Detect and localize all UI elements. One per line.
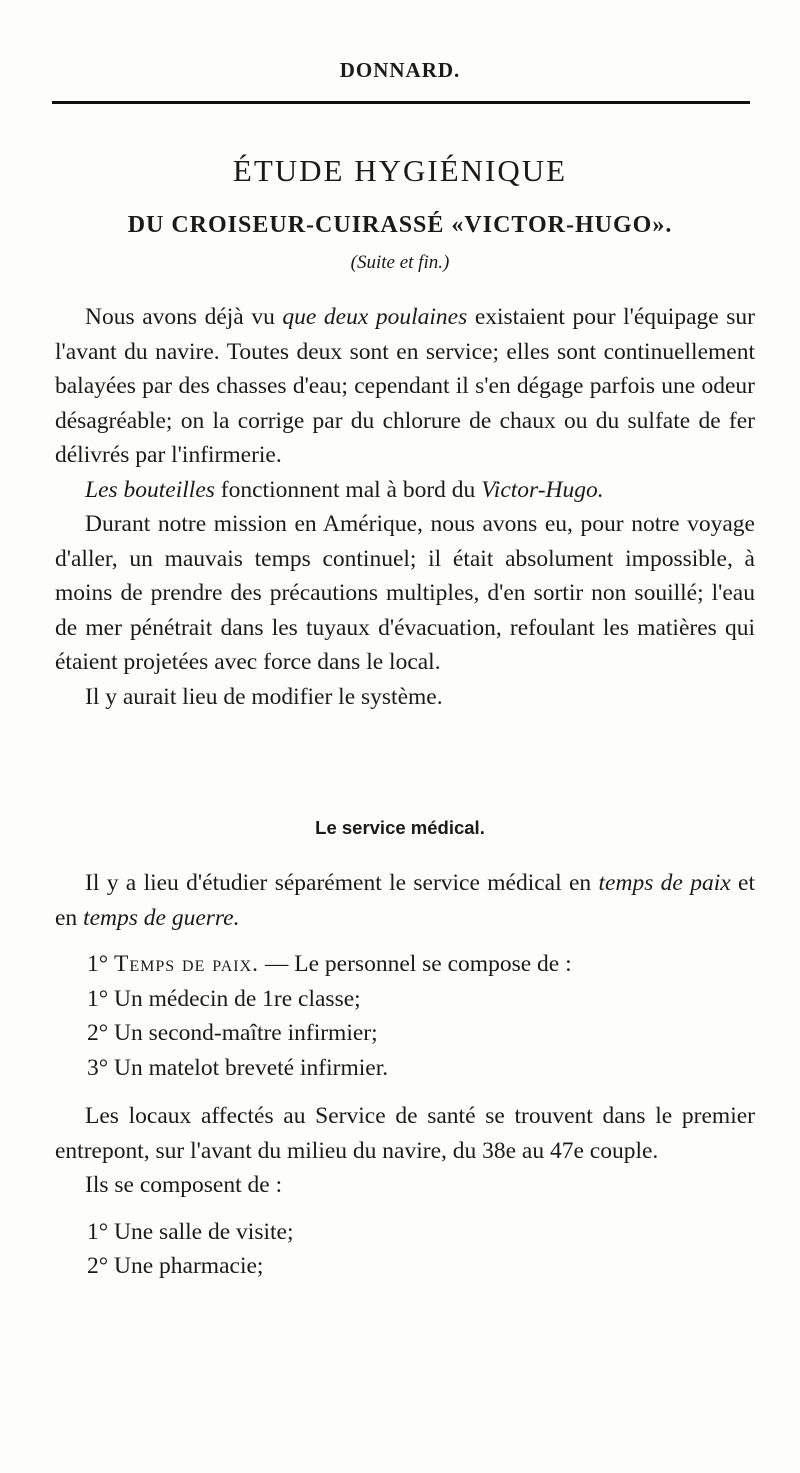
list-item-temps-de-paix [55, 947, 755, 982]
spacer [55, 1203, 755, 1215]
text-run: Il y a lieu d'étudier séparément le service médical en [85, 870, 599, 896]
running-head: DONNARD. [339, 58, 461, 82]
spacer [55, 1085, 755, 1099]
text-run: existaient pour l'équipage sur l'avant du navire. Toutes deux sont en service; elles sont continuellement balayées par des chasses d'eau; cependant il s'en dégage parfois une odeur désagréable; on la corrige par du chlorure de chaux ou du sulfate de fer délivrés par l'infirmerie. [55, 304, 755, 468]
list-item-second-maitre: 2° Un second-maître infirmier; [87, 1020, 378, 1046]
text-run: Nous avons déjà vu [85, 304, 283, 330]
header-rule [52, 101, 750, 104]
emphasis-run: temps de guerre. [83, 904, 240, 931]
body-block-1 [55, 300, 755, 714]
smallcaps-run: Temps de paix. [114, 951, 260, 977]
continuation-note: (Suite et fin.) [350, 252, 450, 273]
paragraph-systeme: Il y aurait lieu de modifier le système. [85, 683, 443, 710]
emphasis-run: que deux poulaines [282, 304, 468, 330]
emphasis-run: temps de paix [598, 870, 731, 896]
emphasis-run: Les bouteilles [85, 476, 215, 503]
section-heading: Le service médical. [315, 817, 485, 838]
list-item-pharmacie: 2° Une pharmacie; [87, 1253, 264, 1279]
paragraph-bouteilles [55, 473, 755, 508]
list-item-matelot: 3° Un matelot breveté infirmier. [87, 1054, 389, 1081]
body-block-2 [55, 866, 755, 1284]
text-run: — Le personnel se compose de : [259, 951, 572, 977]
article-title: ÉTUDE HYGIÉNIQUE [232, 153, 568, 188]
text-run: et en [55, 870, 755, 931]
list-number: 1° [87, 951, 109, 977]
text-run: fonctionnent mal à bord du [214, 476, 482, 503]
paragraph-composent: Ils se composent de : [85, 1172, 283, 1198]
paragraph-locaux: Les locaux affectés au Service de santé se trouvent dans le premier entrepont, sur l'avant du milieu du navire, du 38e au 47e couple. [55, 1103, 755, 1164]
paragraph-poulaines [55, 300, 755, 473]
list-item-salle-visite: 1° Une salle de visite; [87, 1218, 294, 1245]
paragraph-service [55, 866, 755, 935]
paragraph-mission: Durant notre mission en Amérique, nous avons eu, pour notre voyage d'aller, un mauvais temps continuel; il était absolument impossible, à moins de prendre des précautions multiples, d'en sortir non souillé; l'eau de mer pénétrait dans les tuyaux d'évacuation, refoulant les matières qui étaient projetées avec force dans le local. [55, 511, 755, 675]
list-item-medecin: 1° Un médecin de 1re classe; [87, 985, 361, 1012]
spacer [55, 935, 755, 947]
article-subtitle: DU CROISEUR-CUIRASSÉ «VICTOR-HUGO». [127, 212, 673, 238]
emphasis-run: Victor-Hugo. [481, 476, 604, 503]
